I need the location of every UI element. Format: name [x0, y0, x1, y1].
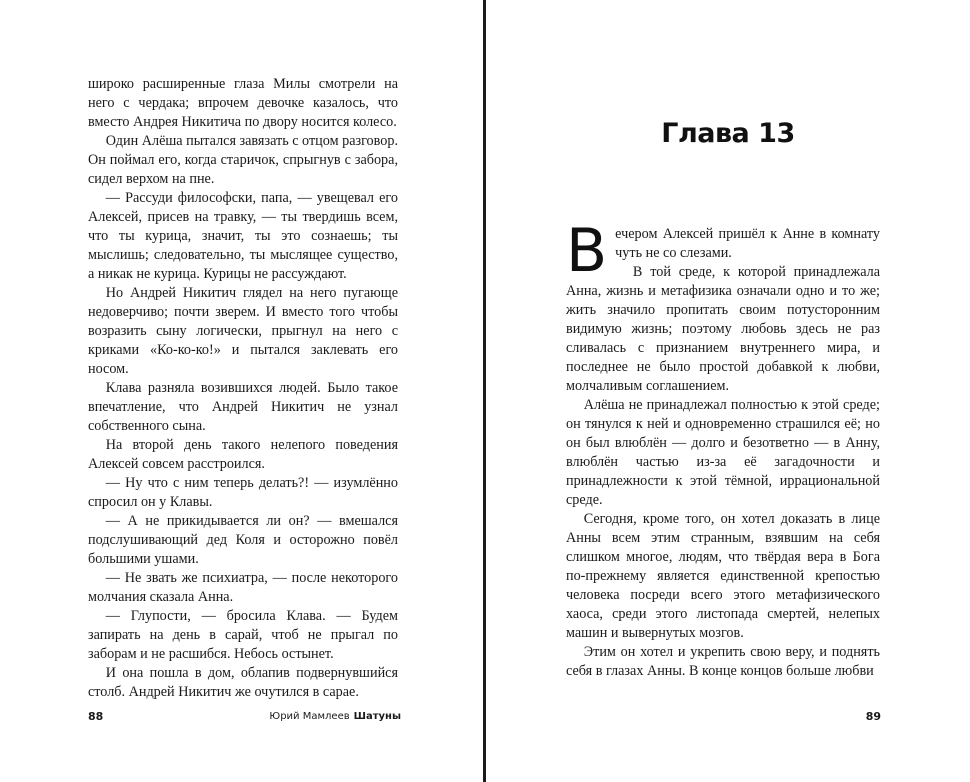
paragraph: Клава разняла возившихся людей. Было такое впечатление, что Андрей Никитич не узнал собственного сына. — [88, 380, 398, 434]
paragraph: широко расширенные глаза Милы смотрели на него с чердака; впрочем девочке казалось, что вместо Андрея Никитича по двору носится колесо. — [88, 76, 398, 130]
right-page — [486, 0, 970, 782]
first-paragraph — [566, 216, 880, 286]
right-page-text — [566, 216, 880, 681]
paragraph: Этим он хотел и укрепить свою веру, и поднять себя в глазах Анны. В конце концов больше любви — [566, 644, 880, 679]
first-paragraph-text: ечером Алексей пришёл к Анне в комнату чуть не со слезами. — [615, 226, 880, 261]
paragraph: — Не звать же психиатра, — после некоторого молчания сказала Анна. — [88, 570, 398, 605]
paragraph: — А не прикидывается ли он? — вмешался подслушивающий дед Коля и осторожно повёл большими ушами. — [88, 513, 398, 567]
paragraph: — Рассуди философски, папа, — увещевал его Алексей, присев на травку, — ты твердишь всем, что ты курица, значит, ты это сознаешь; ты мыслишь; следовательно, ты мыслящее существо, а никак не курица. Курицы не рассуждают. — [88, 190, 398, 282]
paragraph: — Ну что с ним теперь делать?! — изумлённо спросил он у Клавы. — [88, 475, 398, 510]
paragraph: Но Андрей Никитич глядел на него пугающе недоверчиво; почти зверем. И вместо того чтобы возразить сыну логически, прыгнул на него с криками «Ко-ко-ко!» и пытался заклевать его носом. — [88, 285, 398, 377]
page-number-left: 88 — [88, 709, 104, 723]
left-page — [0, 0, 483, 782]
paragraph: — Глупости, — бросила Клава. — Будем запирать на день в сарай, чтоб не прыгал по заборам и не расшибся. Небось остынет. — [88, 608, 398, 662]
running-author: Юрий Мамлеев — [269, 710, 350, 722]
page-number-right: 89 — [865, 709, 881, 723]
paragraph: На второй день такого нелепого поведения Алексей совсем расстроился. — [88, 437, 398, 472]
drop-cap: В — [566, 216, 608, 286]
chapter-title: Глава 13 — [661, 118, 795, 149]
paragraph: Один Алёша пытался завязать с отцом разговор. Он поймал его, когда старичок, спрыгнув с забора, сидел верхом на пне. — [88, 133, 398, 187]
paragraph: Алёша не принадлежал полностью к этой среде; он тянулся к ней и одновременно страшился её; но он был влюблён — долго и безответно — в Анну, влюблён частью из-за её загадочности и принадлежности к этой тёмной, иррациональной среде. — [566, 397, 880, 508]
right-page-footer — [866, 706, 881, 726]
running-title: Шатуны — [353, 710, 401, 722]
paragraph: В той среде, к которой принадлежала Анна, жизнь и метафизика означали одно и то же; жить значило пропитать своим потусторонним видимую жизнь; поэтому любовь здесь не раз сливалась с признанием внутреннего мира, и последнее не было простой добавкой к любви, молчаливым соглашением. — [566, 264, 880, 394]
running-header — [269, 706, 401, 726]
left-page-text — [88, 75, 398, 702]
left-page-footer — [88, 706, 103, 726]
paragraph: Сегодня, кроме того, он хотел доказать в лице Анны всем этим странным, взявшим на себя слишком многое, людям, что твёрдая вера в Бога по-прежнему является единственной крепостью человека посреди всего этого метафизического хаоса, среди этого листопада смертей, нелепых машин и вывернутых мозгов. — [566, 511, 880, 641]
paragraph: И она пошла в дом, облапив подвернувшийся столб. Андрей Никитич же очутился в сарае. — [88, 665, 398, 700]
